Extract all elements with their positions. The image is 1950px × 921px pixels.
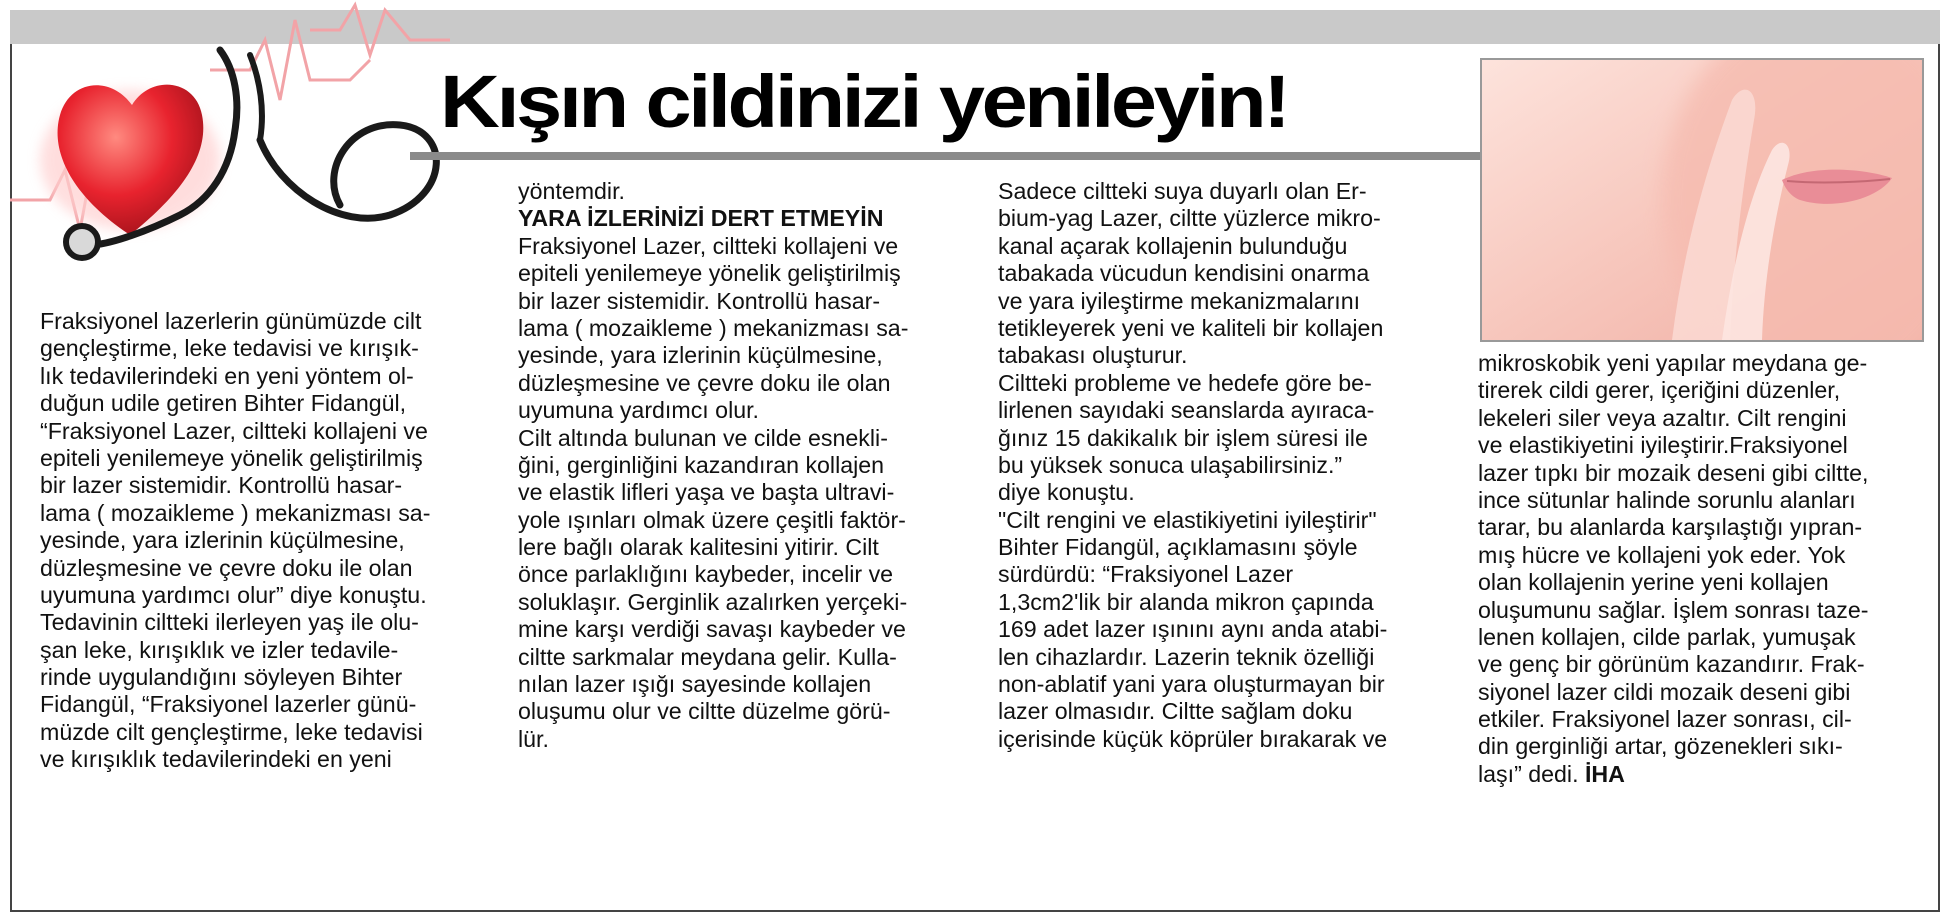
article-text-line: nılan lazer ışığı sayesinde kollajen bbox=[518, 671, 872, 698]
article-text-line: önce parlaklığını kaybeder, incelir ve bbox=[518, 561, 894, 588]
article-text-line: Sadece ciltteki suya duyarlı olan Er- bbox=[998, 178, 1367, 204]
article-text-line: ğınız 15 dakikalık bir işlem süresi ile bbox=[998, 424, 1368, 451]
article-text-line: olan kollajenin yerine yeni kollajen bbox=[1478, 569, 1829, 596]
article-text-line: lenen kollajen, cilde parlak, yumuşak bbox=[1478, 623, 1856, 650]
article-text-line: soluklaşır. Gerginlik azalırken yerçeki- bbox=[518, 588, 908, 615]
article-text-line: len cihazlardır. Lazerin teknik özelliği bbox=[998, 643, 1375, 670]
article-text-line: uyumuna yardımcı olur” diye konuştu. bbox=[40, 581, 427, 608]
article-text-line: lür. bbox=[518, 725, 549, 752]
article-text-line: “Fraksiyonel Lazer, ciltteki kollajeni ve bbox=[40, 417, 428, 444]
article-text-line: gençleştirme, leke tedavisi ve kırışık- bbox=[40, 335, 419, 362]
article-text-line: tetikleyerek yeni ve kaliteli bir kollajen bbox=[998, 314, 1384, 341]
article-text-line: 1,3cm2'lik bir alanda mikron çapında bbox=[998, 588, 1374, 615]
article-text-line: tarar, bu alanlarda karşılaştığı yıpran- bbox=[1478, 514, 1863, 541]
article-text-line: epiteli yenilemeye yönelik geliştirilmiş bbox=[518, 260, 901, 287]
article-title: Kışın cildinizi yenileyin! bbox=[440, 60, 1288, 143]
article-text-line: laşı” dedi. bbox=[1478, 760, 1579, 787]
title-rule bbox=[410, 152, 1480, 160]
article-text-line: yesinde, yara izlerinin küçülmesine, bbox=[40, 527, 405, 554]
article-text-line: lekeleri siler veya azaltır. Cilt rengini bbox=[1478, 404, 1847, 431]
article-text-line: ince sütunlar halinde sorunlu alanları bbox=[1478, 486, 1856, 513]
article-text-line: kanal açarak kollajenin bulunduğu bbox=[998, 232, 1348, 259]
article-text-line: tabakada vücudun kendisini onarma bbox=[998, 260, 1370, 287]
article-text-line: bu yüksek sonuca ulaşabilirsiniz.” bbox=[998, 451, 1343, 478]
heart-stethoscope-illustration bbox=[10, 0, 460, 300]
article-text-line: lama ( mozaikleme ) mekanizması sa- bbox=[40, 499, 431, 526]
article-text-line: bir lazer sistemidir. Kontrollü hasar- bbox=[518, 287, 881, 314]
article-text-line: bium-yag Lazer, ciltte yüzlerce mikro- bbox=[998, 205, 1381, 232]
article-text-line: Ciltteki probleme ve hedefe göre be- bbox=[998, 369, 1372, 396]
article-text-line: yesinde, yara izlerinin küçülmesine, bbox=[518, 342, 883, 369]
article-text-line: non-ablatif yani yara oluşturmayan bir bbox=[998, 671, 1385, 698]
article-text-line: Cilt altında bulunan ve cilde esnekli- bbox=[518, 424, 888, 451]
article-text-line: din gerginliği artar, gözenekleri sıkı- bbox=[1478, 733, 1843, 760]
article-column-2 bbox=[518, 178, 958, 753]
article-column-1 bbox=[40, 308, 480, 774]
article-text-line: bir lazer sistemidir. Kontrollü hasar- bbox=[40, 472, 403, 499]
article-text-line: ve elastik lifleri yaşa ve başta ultravi- bbox=[518, 479, 895, 506]
article-text-line: mine karşı verdiği savaşı kaybeder ve bbox=[518, 616, 906, 643]
article-text-line: etkiler. Fraksiyonel lazer sonrası, cil- bbox=[1478, 706, 1852, 733]
article-text-line: Fraksiyonel lazerlerin günümüzde cilt bbox=[40, 308, 422, 334]
article-text-line: diye konuştu. bbox=[998, 479, 1135, 506]
article-text-line: lere bağlı olarak kalitesini yitirir. Cilt bbox=[518, 534, 879, 561]
article-text-line: tirerek cildi gerer, içeriğini düzenler, bbox=[1478, 377, 1841, 404]
article-text-line: şan leke, kırışıklık ve izler tedavile- bbox=[40, 636, 399, 663]
article-text-line: epiteli yenilemeye yönelik geliştirilmiş bbox=[40, 444, 423, 471]
article-text-line: mikroskobik yeni yapılar meydana ge- bbox=[1478, 350, 1868, 376]
section-heading: YARA İZLERİNİZİ DERT ETMEYİN bbox=[518, 205, 884, 232]
article-text-line: rinde uygulandığını söyleyen Bihter bbox=[40, 664, 403, 691]
article-text-line: ve genç bir görünüm kazandırır. Frak- bbox=[1478, 651, 1865, 678]
article-text-line: Fidangül, “Fraksiyonel lazerler günü- bbox=[40, 691, 417, 718]
article-text-line: "Cilt rengini ve elastikiyetini iyileştirir" bbox=[998, 506, 1377, 533]
article-text-line: lık tedavilerindeki en yeni yöntem ol- bbox=[40, 362, 414, 389]
article-text-line: ğini, gerginliğini kazandıran kollajen bbox=[518, 451, 885, 478]
article-text-line: Bihter Fidangül, açıklamasını şöyle bbox=[998, 534, 1358, 561]
article-column-4 bbox=[1478, 350, 1918, 788]
article-text-line: sürdürdü: “Fraksiyonel Lazer bbox=[998, 561, 1294, 588]
article-text-line: içerisinde küçük köprüler bırakarak ve bbox=[998, 725, 1388, 752]
article-text-line: düzleşmesine ve çevre doku ile olan bbox=[40, 554, 413, 581]
article-text-line: lazer olmasıdır. Ciltte sağlam doku bbox=[998, 698, 1353, 725]
article-column-3 bbox=[998, 178, 1438, 753]
article-text-line: ve kırışıklık tedavilerindeki en yeni bbox=[40, 746, 392, 773]
article-text-line: ciltte sarkmalar meydana gelir. Kulla- bbox=[518, 643, 897, 670]
article-text-line: ve elastikiyetini iyileştirir.Fraksiyonel bbox=[1478, 432, 1848, 459]
article-text-line: Fraksiyonel Lazer, ciltteki kollajeni ve bbox=[518, 232, 899, 259]
article-text-line: lama ( mozaikleme ) mekanizması sa- bbox=[518, 314, 909, 341]
closing-line bbox=[1478, 761, 1918, 788]
article-text-line: Tedavinin ciltteki ilerleyen yaş ile olu- bbox=[40, 609, 419, 636]
byline: İHA bbox=[1584, 760, 1625, 787]
article-text-line: mış hücre ve kollajeni yok eder. Yok bbox=[1478, 541, 1846, 568]
article-text-line: müzde cilt gençleştirme, leke tedavisi bbox=[40, 718, 423, 745]
article-text-line: oluşumunu sağlar. İşlem sonrası taze- bbox=[1478, 596, 1869, 623]
article-text-line: düzleşmesine ve çevre doku ile olan bbox=[518, 369, 891, 396]
article-text-line: lazer tıpkı bir mozaik deseni gibi ciltte, bbox=[1478, 459, 1869, 486]
article-text-line: ve yara iyileştirme mekanizmalarını bbox=[998, 287, 1361, 314]
article-text-line: lirlenen sayıdaki seanslarda ayıraca- bbox=[998, 397, 1375, 424]
article-text-line: 169 adet lazer ışınını aynı anda atabi- bbox=[998, 616, 1388, 643]
article-text-line: siyonel lazer cildi mozaik deseni gibi bbox=[1478, 678, 1851, 705]
article-text-line: yöntemdir. bbox=[518, 178, 625, 204]
article-text-line: duğun udile getiren Bihter Fidangül, bbox=[40, 390, 407, 417]
article-text-line: tabakası oluşturur. bbox=[998, 342, 1188, 369]
face-photo bbox=[1480, 58, 1924, 342]
article-text-line: yole ışınları olmak üzere çeşitli faktör- bbox=[518, 506, 906, 533]
article-text-line: uyumuna yardımcı olur. bbox=[518, 397, 759, 424]
article-text-line: oluşumu olur ve ciltte düzelme görü- bbox=[518, 698, 891, 725]
